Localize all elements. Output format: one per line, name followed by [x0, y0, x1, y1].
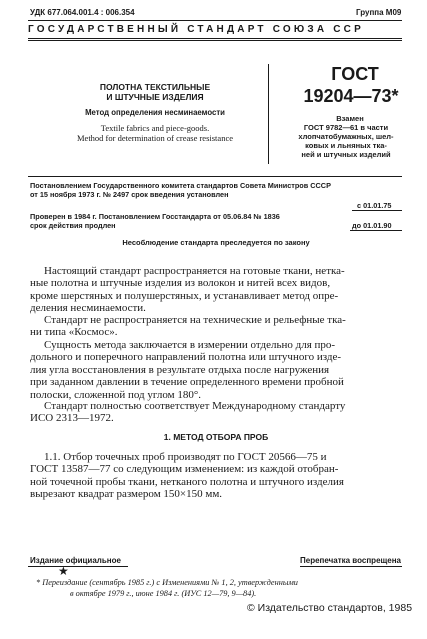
text-line: 1.1. Отбор точечных проб производят по ГОСТ 20566—75 и	[44, 451, 327, 463]
text-line: при заданном давлении в течение определенного времени пробной	[30, 376, 344, 389]
footer-rule-left	[28, 566, 128, 567]
text-line: Настоящий стандарт распространяется на готовые ткани, нетка-	[44, 265, 345, 277]
replaces-line: хлопчатобумажных, шел-	[298, 132, 394, 141]
gost-label: ГОСТ	[331, 64, 379, 84]
replaces-label: Взамен	[336, 114, 364, 123]
title-ru-line-2: И ШТУЧНЫЕ ИЗДЕЛИЯ	[106, 92, 204, 102]
text-line: Сущность метода заключается в измерении отдельно для про-	[44, 339, 336, 351]
official-edition-label: Издание официальное	[30, 556, 121, 565]
valid-date: до 01.01.90	[352, 221, 392, 230]
replaces-line: ней и штучных изделий	[301, 150, 391, 159]
star-icon: ★	[58, 564, 69, 578]
check-line-2: срок действия продлен	[30, 221, 116, 230]
text-line: ни типа «Космос».	[30, 326, 118, 339]
intro-date-rule	[352, 210, 402, 211]
method-title-ru: Метод определения несминаемости	[85, 108, 225, 117]
reprint-forbidden-label: Перепечатка воспрещена	[300, 556, 401, 565]
gost-block-divider	[268, 64, 269, 164]
replaces-line: ГОСТ 9782—61 в части	[303, 123, 389, 132]
paragraph-1-1	[30, 451, 402, 501]
decree-line-2: от 15 ноября 1973 г. № 2497 срок введения установлен	[30, 190, 229, 199]
reprint-note-line-1: * Переиздание (сентябрь 1985 г.) с Изменениями № 1, 2, утвержденными	[36, 578, 298, 587]
title-ru-line-1: ПОЛОТНА ТЕКСТИЛЬНЫЕ	[99, 82, 211, 92]
header-bottom-rule	[28, 38, 402, 39]
header-bottom-rule-thin	[28, 40, 402, 41]
agency-title: ГОСУДАРСТВЕННЫЙ СТАНДАРТ СОЮЗА ССР	[28, 24, 364, 35]
valid-date-rule	[350, 230, 402, 231]
decree-line-1: Постановлением Государственного комитета стандартов Совета Министров СССР	[30, 181, 331, 190]
text-line: ные полотна и штучные изделия из волокон и нитей всех видов,	[30, 277, 331, 290]
udk-code: УДК 677.064.001.4 : 006.354	[30, 8, 135, 17]
paragraph-method-essence	[30, 339, 402, 401]
header-top-rule	[28, 20, 402, 21]
decree-top-rule	[28, 176, 402, 177]
title-en-line-2: Method for determination of crease resistance	[76, 133, 233, 143]
intro-date: с 01.01.75	[357, 201, 392, 210]
footer-rule-right	[300, 566, 402, 567]
text-line: лия угла восстановления в результате отдыха после нагружения	[30, 363, 330, 376]
text-line: деления несминаемости.	[30, 302, 146, 315]
replaces-line: ковых и льняных тка-	[305, 141, 387, 150]
section-1-title: 1. МЕТОД ОТБОРА ПРОБ	[163, 432, 269, 442]
gost-number: 19204—73*	[303, 86, 399, 106]
text-line: полоски, сложенной под углом 180°.	[30, 388, 201, 401]
text-line: Стандарт не распространяется на технические и рельефные тка-	[44, 314, 346, 326]
text-line: кроме шерстяных и полушерстяных, и устанавливает метод опре-	[30, 289, 339, 302]
paragraph-scope	[30, 265, 402, 315]
text-line: вырезают квадрат размером 150×150 мм.	[30, 488, 223, 501]
reprint-note-line-2: в октябре 1979 г., июне 1984 г. (ИУС 12—79, 9—84).	[70, 589, 257, 598]
title-en-line-1: Textile fabrics and piece-goods.	[100, 123, 210, 133]
copyright: © Издательство стандартов, 1985	[247, 602, 413, 614]
law-warning: Несоблюдение стандарта преследуется по закону	[122, 238, 310, 247]
text-line: ИСО 2313—1972.	[30, 412, 114, 425]
text-line: ной точечной пробы ткани, нетканого полотна и штучного изделия	[30, 475, 344, 488]
text-line: Стандарт полностью соответствует Международному стандарту	[44, 400, 346, 412]
paragraph-iso-compliance	[30, 400, 402, 425]
paragraph-exclusion	[30, 314, 402, 339]
check-line-1: Проверен в 1984 г. Постановлением Госстандарта от 05.06.84 № 1836	[30, 212, 280, 221]
text-line: ГОСТ 13587—77 со следующим изменением: из каждой отобран-	[30, 463, 339, 476]
group-code: Группа М09	[356, 8, 402, 17]
text-line: дольного и поперечного направлений полотна или штучного изде-	[30, 351, 342, 364]
